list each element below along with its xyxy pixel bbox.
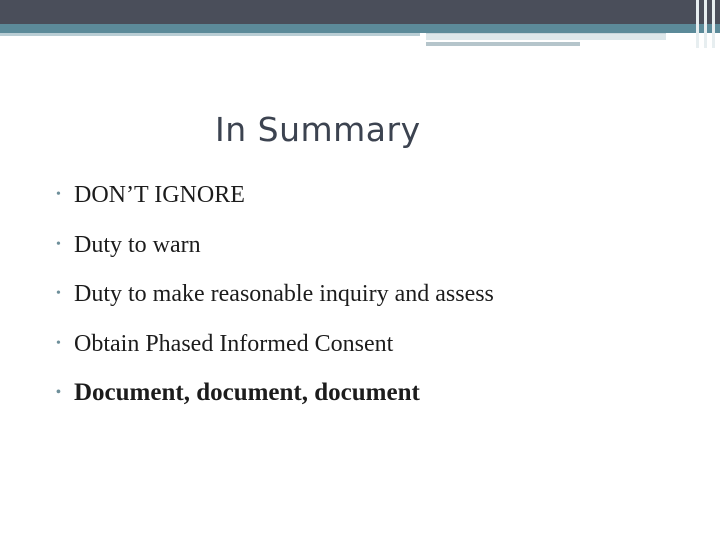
bullet-dot-icon: • <box>56 385 61 400</box>
header-dark-bar <box>0 0 720 24</box>
bullet-item-emphasis <box>56 378 494 408</box>
header-accent-bar <box>426 33 666 40</box>
bullet-text: DON’T IGNORE <box>74 182 245 208</box>
bullet-list <box>56 180 494 428</box>
bullet-item <box>56 279 494 309</box>
bullet-item <box>56 329 494 359</box>
header-thin-rule <box>0 33 420 36</box>
bullet-text: Duty to make reasonable inquiry and assess <box>74 281 494 307</box>
header-accent-bar-short <box>426 42 580 46</box>
header-teal-bar <box>0 24 720 33</box>
bullet-item <box>56 180 494 210</box>
corner-decoration <box>690 0 720 48</box>
bullet-text: Duty to warn <box>74 231 201 258</box>
bullet-item <box>56 230 494 260</box>
bullet-dot-icon: • <box>56 187 61 202</box>
slide-title: In Summary <box>215 110 421 149</box>
bullet-dot-icon: • <box>56 335 61 351</box>
bullet-text: Document, document, document <box>74 379 420 406</box>
bullet-dot-icon: • <box>56 286 61 301</box>
bullet-dot-icon: • <box>56 236 61 252</box>
bullet-text: Obtain Phased Informed Consent <box>74 330 394 357</box>
